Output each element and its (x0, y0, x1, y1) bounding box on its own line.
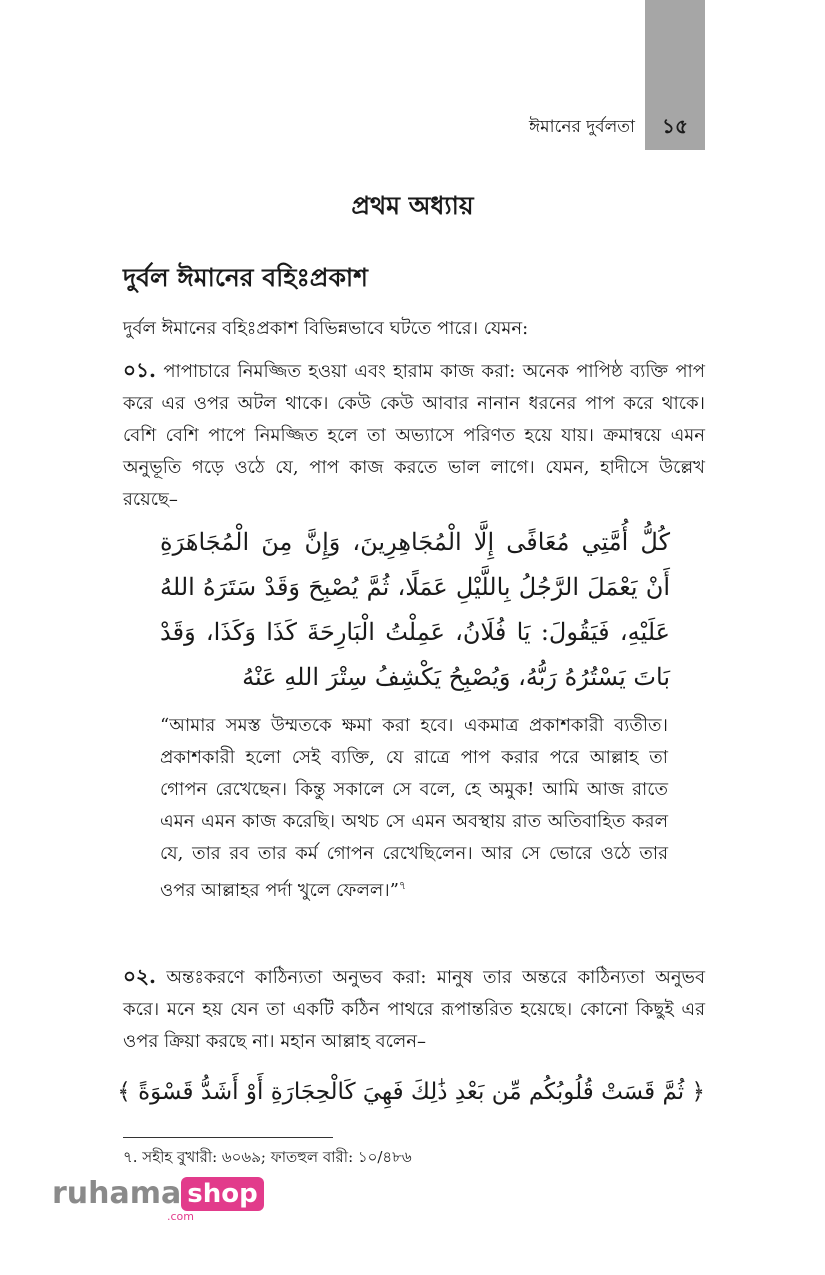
item-2-number: ০২. (123, 964, 156, 988)
hadith-translation-text: “আমার সমস্ত উম্মতকে ক্ষমা করা হবে। একমাত্র প্রকাশকারী ব্যতীত। প্রকাশকারী হলো সেই ব্যক্তি, যে রাত্রে পাপ করার পরে আল্লাহ তা গোপন রেখেছেন। কিন্তু সকালে সে বলে, হে অমুক! আমি আজ রাতে এমন এমন কাজ করেছি। অথচ সে এমন অবস্থায় রাত অতিবাহিত করল যে, তার রব তার কর্ম গোপন রেখেছিলেন। আর সে ভোরে ওঠে তার ওপর আল্লাহর পর্দা খুলে ফেলল।” (160, 715, 668, 901)
watermark-text-ruhama: ruhama (52, 1176, 182, 1211)
item-2-text: অন্তঃকরণে কাঠিন্যতা অনুভব করা: মানুষ তার অন্তরে কাঠিন্যতা অনুভব করে। মনে হয় যেন তা একটি কঠিন পাথরে রূপান্তরিত হয়েছে। কোনো কিছুই এর ওপর ক্রিয়া করছে না। মহান আল্লাহ বলেন– (123, 967, 705, 1052)
item-1-paragraph (123, 354, 705, 516)
quran-ayah: ﴿ ثُمَّ قَسَتْ قُلُوبُكُم مِّن بَعْدِ ذَٰلِكَ فَهِيَ كَالْحِجَارَةِ أَوْ أَشَدُّ قَسْوَةً ﴾ (117, 1079, 705, 1105)
item-1-number: ০১. (123, 358, 156, 382)
running-header: ঈমানের দুর্বলতা (529, 117, 635, 137)
footnote: ৭. সহীহ বুখারী: ৬০৬৯; ফাতহুল বারী: ১০/৪৮৬ (123, 1148, 412, 1166)
watermark-text-com: .com (167, 1210, 194, 1223)
intro-paragraph: দুর্বল ঈমানের বহিঃপ্রকাশ বিভিন্নভাবে ঘটতে পারে। যেমন: (123, 318, 529, 339)
watermark-text-shop: shop (181, 1177, 263, 1211)
chapter-title: প্রথম অধ্যায় (351, 191, 474, 220)
footnote-ref: ৭ (398, 879, 407, 892)
watermark-logo (52, 1176, 264, 1223)
page-number: ১৫ (662, 114, 688, 138)
section-heading: দুর্বল ঈমানের বহিঃপ্রকাশ (123, 263, 368, 292)
hadith-arabic: كُلُّ أُمَّتِي مُعَافًى إِلَّا الْمُجَاهِرِينَ، وَإِنَّ مِنَ الْمُجَاهَرَةِ أَنْ يَعْمَلَ الرَّجُلُ بِاللَّيْلِ عَمَلًا، ثُمَّ يُصْبِحَ وَقَدْ سَتَرَهُ اللهُ عَلَيْهِ، فَيَقُولَ: يَا فُلَانُ، عَمِلْتُ الْبَارِحَةَ كَذَا وَكَذَا، وَقَدْ بَاتَ يَسْتُرُهُ رَبُّهُ، وَيُصْبِحُ يَكْشِفُ سِتْرَ اللهِ عَنْهُ (160, 528, 670, 691)
item-1-text: পাপাচারে নিমজ্জিত হওয়া এবং হারাম কাজ করা: অনেক পাপিষ্ঠ ব্যক্তি পাপ করে এর ওপর অটল থাকে। কেউ কেউ আবার নানান ধরনের পাপ করে থাকে। বেশি বেশি পাপে নিমজ্জিত হলে তা অভ্যাসে পরিণত হয়ে যায়। ক্রমান্বয়ে এমন অনুভূতি গড়ে ওঠে যে, পাপ কাজ করতে ভাল লাগে। যেমন, হাদীসে উল্লেখ রয়েছে– (123, 361, 705, 510)
footnote-divider (123, 1137, 333, 1138)
item-2-paragraph (123, 960, 705, 1058)
hadith-translation (160, 710, 668, 907)
